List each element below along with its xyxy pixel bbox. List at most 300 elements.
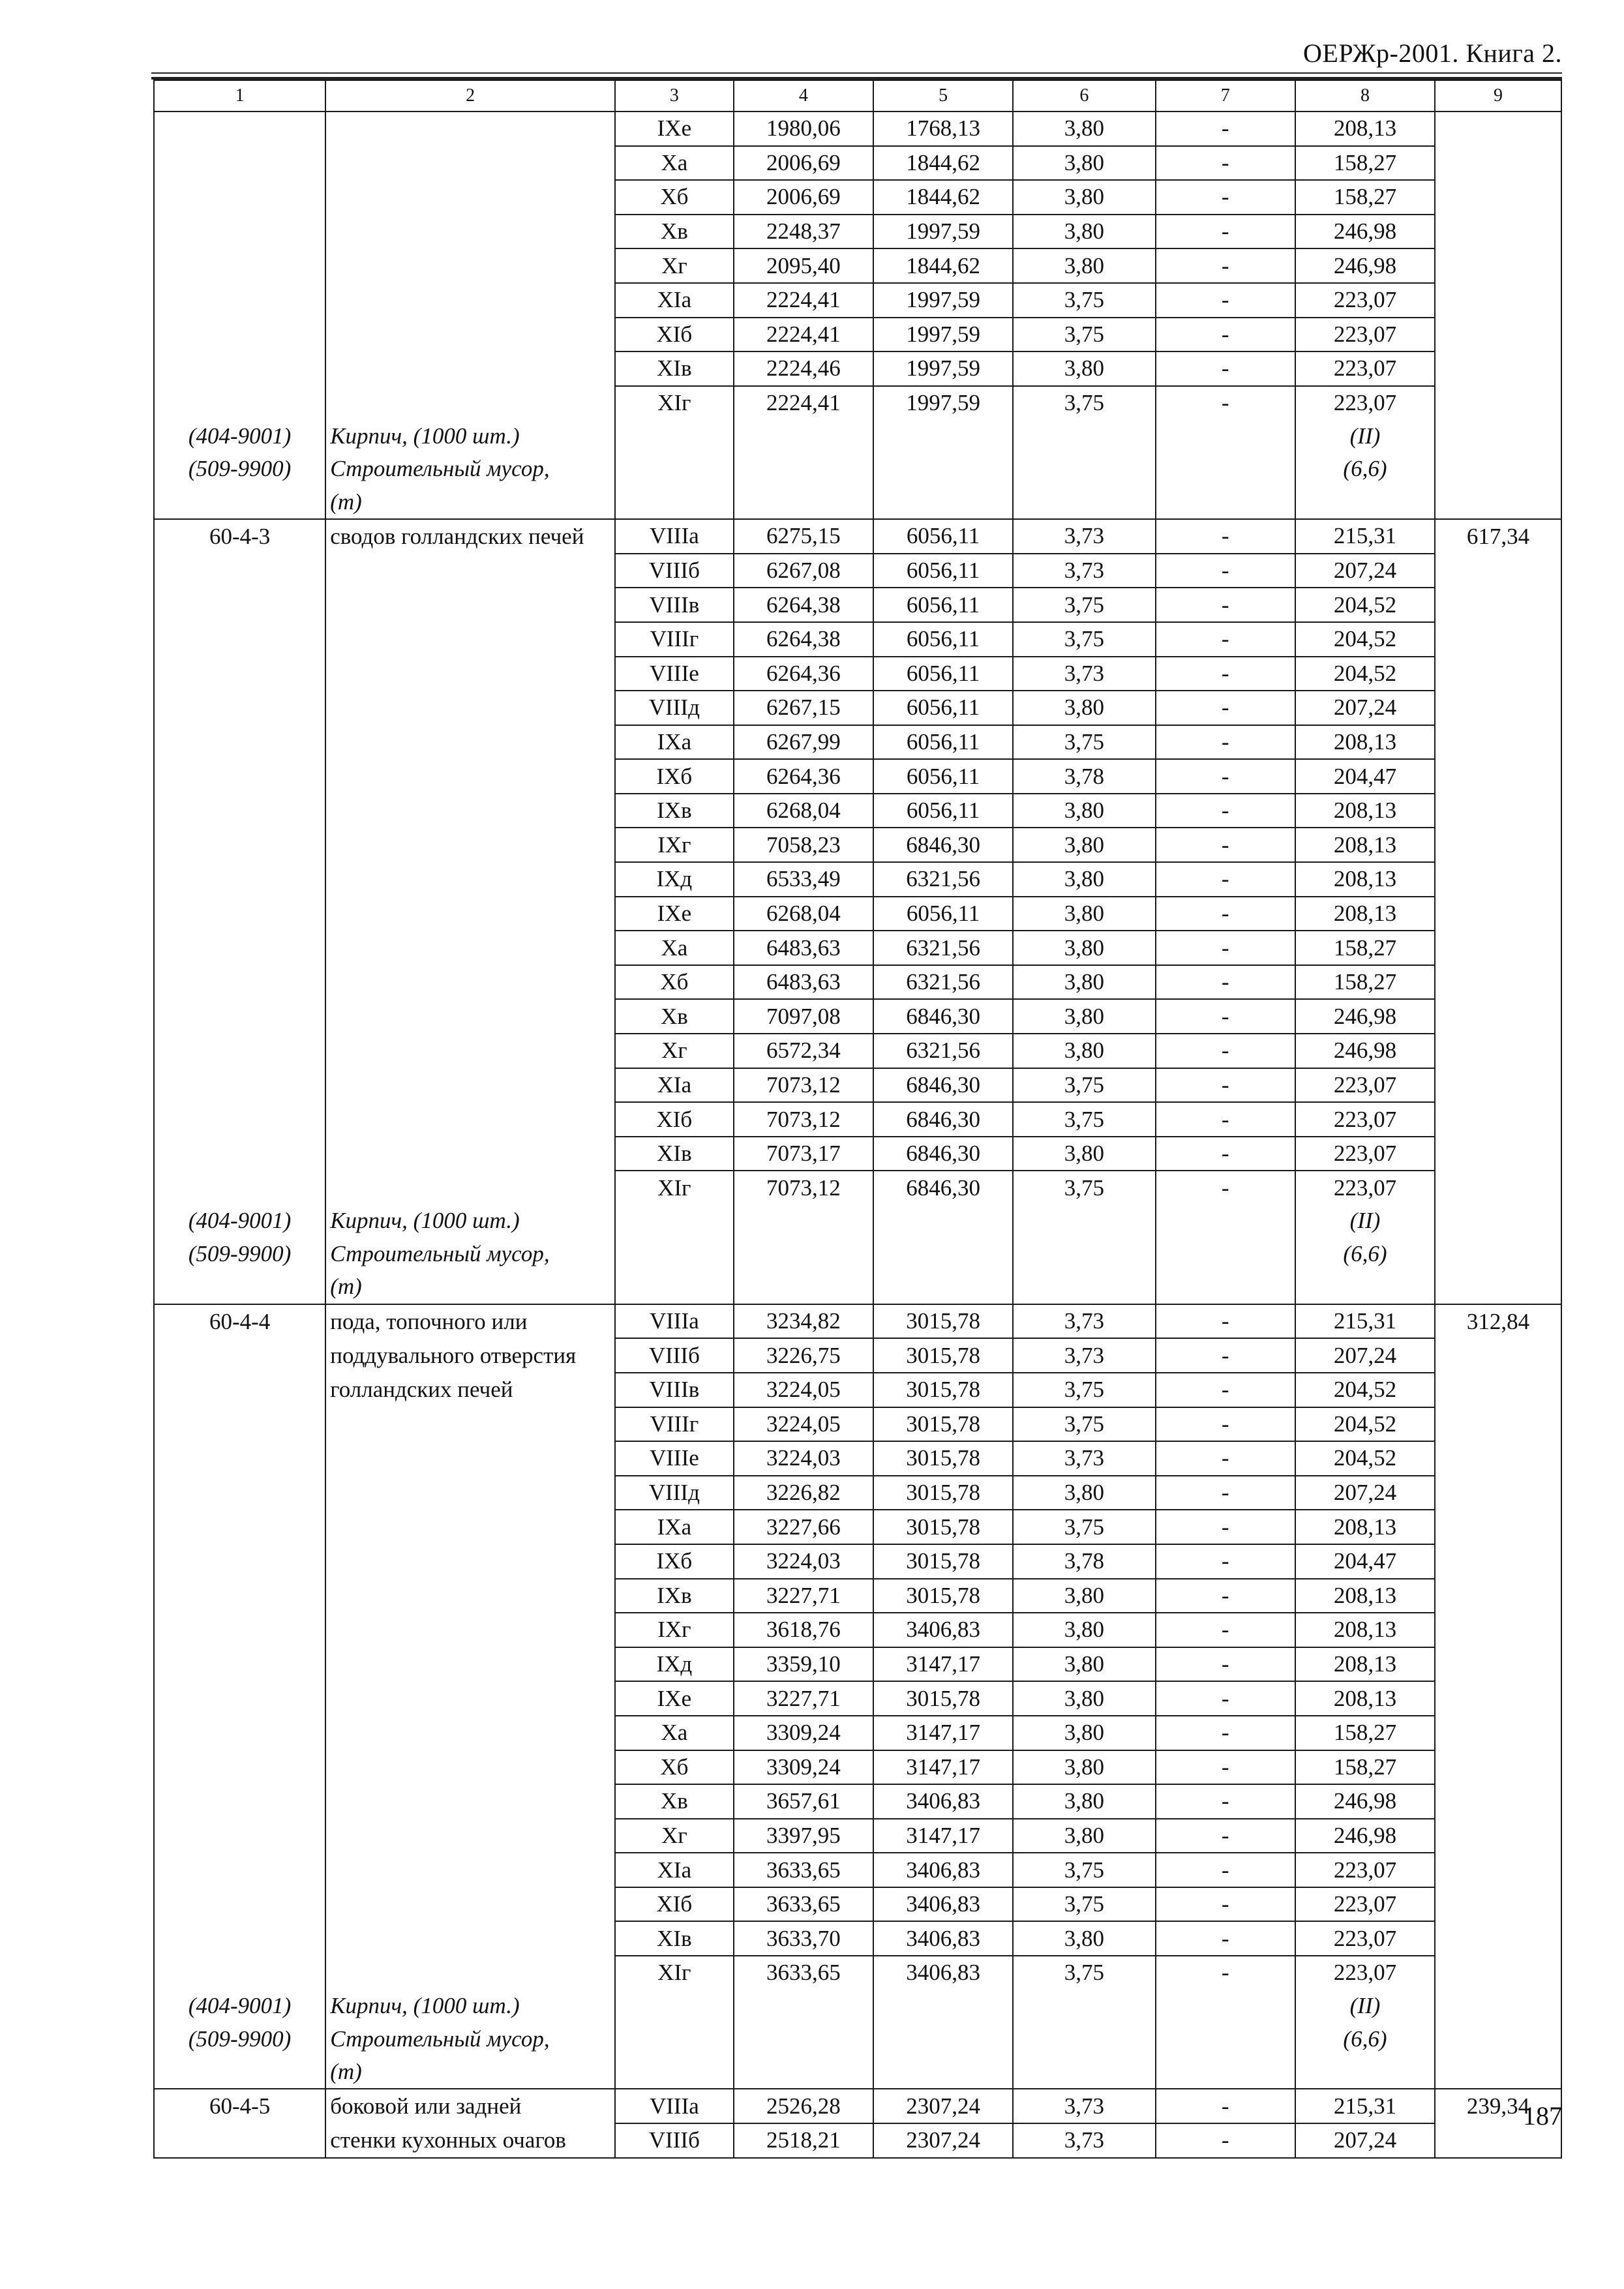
labor-qty-cell: 3,80 xyxy=(1013,1681,1155,1716)
direct-cost-cell: 3309,24 xyxy=(734,1716,873,1750)
rate-code xyxy=(154,794,325,828)
total-cell xyxy=(1435,1750,1561,1785)
material-cost-cell: 158,27 xyxy=(1295,146,1435,181)
empty-cell xyxy=(873,453,1013,486)
labor-qty-cell: 3,80 xyxy=(1013,794,1155,828)
labor-cost-cell: 6846,30 xyxy=(873,1102,1013,1137)
rate-code xyxy=(154,1613,325,1647)
work-name xyxy=(325,1510,615,1544)
table-row xyxy=(154,657,1561,691)
work-name xyxy=(325,146,615,181)
rate-code xyxy=(154,1750,325,1785)
labor-qty-cell: 3,80 xyxy=(1013,897,1155,931)
rate-code xyxy=(154,828,325,862)
direct-cost-cell: 3227,71 xyxy=(734,1579,873,1613)
labor-cost-cell: 3015,78 xyxy=(873,1441,1013,1476)
machine-cost-cell: - xyxy=(1156,1407,1295,1442)
labor-qty-cell: 3,80 xyxy=(1013,1819,1155,1853)
resource-name: Строительный мусор, xyxy=(325,1238,615,1271)
resource-row xyxy=(154,2022,1561,2056)
table-row xyxy=(154,1819,1561,1853)
total-cell xyxy=(1435,112,1561,146)
direct-cost-cell: 6264,36 xyxy=(734,759,873,794)
machine-cost-cell: - xyxy=(1156,657,1295,691)
column-number-6: 6 xyxy=(1013,80,1155,112)
direct-cost-cell: 7097,08 xyxy=(734,999,873,1034)
empty-cell xyxy=(873,1204,1013,1238)
zone-cell: Xв xyxy=(615,215,734,249)
rate-code xyxy=(154,657,325,691)
zone-cell: VIIIа xyxy=(615,519,734,554)
table-row xyxy=(154,352,1561,386)
direct-cost-cell: 2248,37 xyxy=(734,215,873,249)
labor-cost-cell: 2307,24 xyxy=(873,2089,1013,2123)
rate-code xyxy=(154,1647,325,1682)
table-row xyxy=(154,1750,1561,1785)
machine-cost-cell: - xyxy=(1156,691,1295,725)
total-cell xyxy=(1435,1887,1561,1922)
rate-code xyxy=(154,1716,325,1750)
table-row xyxy=(154,554,1561,588)
work-name xyxy=(325,1544,615,1579)
machine-cost-cell: - xyxy=(1156,1137,1295,1171)
machine-cost-cell: - xyxy=(1156,1034,1295,1068)
labor-qty-cell: 3,80 xyxy=(1013,1921,1155,1956)
material-cost-cell: 204,52 xyxy=(1295,1407,1435,1442)
rate-code xyxy=(154,588,325,622)
machine-cost-cell: - xyxy=(1156,1716,1295,1750)
empty-cell xyxy=(615,486,734,520)
direct-cost-cell: 3618,76 xyxy=(734,1613,873,1647)
machine-cost-cell: - xyxy=(1156,794,1295,828)
material-cost-cell: 204,52 xyxy=(1295,588,1435,622)
total-cell xyxy=(1435,1647,1561,1682)
direct-cost-cell: 3633,65 xyxy=(734,1956,873,1990)
table-row xyxy=(154,862,1561,897)
material-cost-cell: 208,13 xyxy=(1295,828,1435,862)
total-cell xyxy=(1435,1034,1561,1068)
resource-name: Кирпич, (1000 шт.) xyxy=(325,1990,615,2023)
table-row xyxy=(154,1171,1561,1204)
machine-cost-cell: - xyxy=(1156,554,1295,588)
empty-cell xyxy=(615,2056,734,2089)
machine-cost-cell: - xyxy=(1156,2123,1295,2158)
labor-cost-cell: 3406,83 xyxy=(873,1853,1013,1887)
labor-qty-cell: 3,80 xyxy=(1013,1476,1155,1510)
material-cost-cell: 204,52 xyxy=(1295,657,1435,691)
zone-cell: IXг xyxy=(615,828,734,862)
resource-name: (т) xyxy=(325,1270,615,1304)
work-name xyxy=(325,1613,615,1647)
direct-cost-cell: 3397,95 xyxy=(734,1819,873,1853)
work-name xyxy=(325,1102,615,1137)
labor-cost-cell: 1844,62 xyxy=(873,248,1013,283)
labor-qty-cell: 3,73 xyxy=(1013,1441,1155,1476)
work-name xyxy=(325,1579,615,1613)
total-cell xyxy=(1435,691,1561,725)
work-name xyxy=(325,1819,615,1853)
material-cost-cell: 246,98 xyxy=(1295,1034,1435,1068)
total-cell xyxy=(1435,588,1561,622)
labor-qty-cell: 3,73 xyxy=(1013,2123,1155,2158)
machine-cost-cell: - xyxy=(1156,1102,1295,1137)
resource-code xyxy=(154,1270,325,1304)
table-row xyxy=(154,215,1561,249)
machine-cost-cell: - xyxy=(1156,1784,1295,1819)
rate-code xyxy=(154,1034,325,1068)
total-cell xyxy=(1435,622,1561,657)
zone-cell: XIг xyxy=(615,1171,734,1204)
zone-cell: VIIIе xyxy=(615,1441,734,1476)
machine-cost-cell: - xyxy=(1156,1441,1295,1476)
column-number-3: 3 xyxy=(615,80,734,112)
empty-cell xyxy=(615,1270,734,1304)
work-name xyxy=(325,691,615,725)
work-name xyxy=(325,588,615,622)
rate-code xyxy=(154,1338,325,1373)
labor-qty-cell: 3,80 xyxy=(1013,146,1155,181)
column-number-7: 7 xyxy=(1156,80,1295,112)
work-name xyxy=(325,999,615,1034)
work-name xyxy=(325,965,615,1000)
labor-cost-cell: 1844,62 xyxy=(873,180,1013,215)
zone-cell: IXе xyxy=(615,112,734,146)
document-header-title: ОЕРЖр-2001. Книга 2. xyxy=(1303,38,1562,68)
empty-cell xyxy=(1435,1238,1561,1271)
table-row xyxy=(154,180,1561,215)
empty-cell xyxy=(1013,2056,1155,2089)
table-row xyxy=(154,622,1561,657)
labor-cost-cell: 6321,56 xyxy=(873,965,1013,1000)
work-name: пода, топочного или xyxy=(325,1304,615,1339)
material-cost-cell: 204,52 xyxy=(1295,1441,1435,1476)
zone-cell: IXд xyxy=(615,1647,734,1682)
direct-cost-cell: 3224,03 xyxy=(734,1544,873,1579)
rate-code xyxy=(154,965,325,1000)
labor-cost-cell: 3147,17 xyxy=(873,1750,1013,1785)
work-name xyxy=(325,1441,615,1476)
material-cost-cell: 207,24 xyxy=(1295,1338,1435,1373)
labor-cost-cell: 1997,59 xyxy=(873,318,1013,352)
resource-value: (II) xyxy=(1295,419,1435,453)
labor-cost-cell: 6056,11 xyxy=(873,554,1013,588)
resource-code: (509-9900) xyxy=(154,453,325,486)
material-cost-cell: 158,27 xyxy=(1295,931,1435,965)
empty-cell xyxy=(1013,486,1155,520)
table-row xyxy=(154,1613,1561,1647)
machine-cost-cell: - xyxy=(1156,1853,1295,1887)
labor-qty-cell: 3,73 xyxy=(1013,1338,1155,1373)
labor-cost-cell: 3015,78 xyxy=(873,1681,1013,1716)
total-cell xyxy=(1435,862,1561,897)
direct-cost-cell: 3224,05 xyxy=(734,1373,873,1407)
work-name xyxy=(325,352,615,386)
rate-code xyxy=(154,215,325,249)
labor-cost-cell: 3015,78 xyxy=(873,1304,1013,1339)
labor-cost-cell: 2307,24 xyxy=(873,2123,1013,2158)
material-cost-cell: 208,13 xyxy=(1295,1647,1435,1682)
labor-qty-cell: 3,75 xyxy=(1013,1887,1155,1922)
zone-cell: Xа xyxy=(615,1716,734,1750)
work-name xyxy=(325,862,615,897)
rate-code: 60-4-3 xyxy=(154,519,325,554)
table-row xyxy=(154,1407,1561,1442)
zone-cell: XIб xyxy=(615,1102,734,1137)
material-cost-cell: 208,13 xyxy=(1295,1613,1435,1647)
total-cell xyxy=(1435,1853,1561,1887)
material-cost-cell: 223,07 xyxy=(1295,318,1435,352)
labor-qty-cell: 3,80 xyxy=(1013,965,1155,1000)
total-cell xyxy=(1435,1476,1561,1510)
total-cell xyxy=(1435,1819,1561,1853)
labor-qty-cell: 3,80 xyxy=(1013,931,1155,965)
empty-cell xyxy=(873,2056,1013,2089)
labor-cost-cell: 1997,59 xyxy=(873,386,1013,420)
empty-cell xyxy=(615,1204,734,1238)
empty-cell xyxy=(873,486,1013,520)
direct-cost-cell: 7058,23 xyxy=(734,828,873,862)
table-row xyxy=(154,1784,1561,1819)
direct-cost-cell: 3226,75 xyxy=(734,1338,873,1373)
labor-cost-cell: 3015,78 xyxy=(873,1338,1013,1373)
total-cell xyxy=(1435,1373,1561,1407)
table-row xyxy=(154,794,1561,828)
labor-qty-cell: 3,80 xyxy=(1013,1579,1155,1613)
labor-cost-cell: 6846,30 xyxy=(873,1171,1013,1204)
work-name xyxy=(325,897,615,931)
table-row xyxy=(154,691,1561,725)
zone-cell: XIб xyxy=(615,1887,734,1922)
resource-row xyxy=(154,1990,1561,2023)
total-cell xyxy=(1435,180,1561,215)
resource-row xyxy=(154,486,1561,520)
empty-cell xyxy=(734,2022,873,2056)
empty-cell xyxy=(1435,419,1561,453)
total-cell xyxy=(1435,215,1561,249)
table-row xyxy=(154,725,1561,760)
work-name xyxy=(325,1647,615,1682)
labor-cost-cell: 1997,59 xyxy=(873,352,1013,386)
table-row xyxy=(154,1373,1561,1407)
labor-qty-cell: 3,75 xyxy=(1013,1407,1155,1442)
resource-row xyxy=(154,453,1561,486)
direct-cost-cell: 3633,70 xyxy=(734,1921,873,1956)
zone-cell: Xа xyxy=(615,146,734,181)
table-row xyxy=(154,1921,1561,1956)
direct-cost-cell: 3224,05 xyxy=(734,1407,873,1442)
labor-qty-cell: 3,75 xyxy=(1013,725,1155,760)
machine-cost-cell: - xyxy=(1156,759,1295,794)
zone-cell: IXб xyxy=(615,759,734,794)
empty-cell xyxy=(1156,1238,1295,1271)
direct-cost-cell: 3633,65 xyxy=(734,1887,873,1922)
rate-code xyxy=(154,248,325,283)
material-cost-cell: 208,13 xyxy=(1295,862,1435,897)
total-cell xyxy=(1435,1171,1561,1204)
empty-cell xyxy=(1156,419,1295,453)
resource-value xyxy=(1295,1270,1435,1304)
direct-cost-cell: 7073,17 xyxy=(734,1137,873,1171)
labor-qty-cell: 3,80 xyxy=(1013,1784,1155,1819)
work-name xyxy=(325,554,615,588)
rate-code xyxy=(154,999,325,1034)
machine-cost-cell: - xyxy=(1156,352,1295,386)
zone-cell: XIг xyxy=(615,386,734,420)
labor-cost-cell: 6846,30 xyxy=(873,999,1013,1034)
machine-cost-cell: - xyxy=(1156,1304,1295,1339)
table-row xyxy=(154,386,1561,420)
resource-name: Кирпич, (1000 шт.) xyxy=(325,419,615,453)
resource-code xyxy=(154,2056,325,2089)
material-cost-cell: 223,07 xyxy=(1295,1921,1435,1956)
labor-cost-cell: 6846,30 xyxy=(873,1137,1013,1171)
labor-qty-cell: 3,75 xyxy=(1013,1853,1155,1887)
rate-code xyxy=(154,725,325,760)
zone-cell: XIг xyxy=(615,1956,734,1990)
machine-cost-cell: - xyxy=(1156,248,1295,283)
zone-cell: VIIIв xyxy=(615,588,734,622)
rate-code xyxy=(154,1476,325,1510)
table-row xyxy=(154,1068,1561,1103)
table-row xyxy=(154,1579,1561,1613)
zone-cell: IXе xyxy=(615,897,734,931)
work-name xyxy=(325,1750,615,1785)
labor-cost-cell: 6056,11 xyxy=(873,519,1013,554)
empty-cell xyxy=(1013,1204,1155,1238)
work-name xyxy=(325,1784,615,1819)
table-row xyxy=(154,931,1561,965)
resource-value: (6,6) xyxy=(1295,453,1435,486)
zone-cell: VIIIб xyxy=(615,1338,734,1373)
zone-cell: Xг xyxy=(615,1034,734,1068)
zone-cell: IXб xyxy=(615,1544,734,1579)
direct-cost-cell: 7073,12 xyxy=(734,1068,873,1103)
labor-cost-cell: 1768,13 xyxy=(873,112,1013,146)
column-number-5: 5 xyxy=(873,80,1013,112)
table-row xyxy=(154,146,1561,181)
labor-qty-cell: 3,78 xyxy=(1013,1544,1155,1579)
material-cost-cell: 158,27 xyxy=(1295,180,1435,215)
labor-qty-cell: 3,75 xyxy=(1013,386,1155,420)
resource-row xyxy=(154,2056,1561,2089)
total-cell xyxy=(1435,1102,1561,1137)
material-cost-cell: 207,24 xyxy=(1295,2123,1435,2158)
material-cost-cell: 246,98 xyxy=(1295,1784,1435,1819)
direct-cost-cell: 6267,15 xyxy=(734,691,873,725)
empty-cell xyxy=(1435,453,1561,486)
machine-cost-cell: - xyxy=(1156,1613,1295,1647)
table-row xyxy=(154,1681,1561,1716)
table-row xyxy=(154,1304,1561,1339)
material-cost-cell: 204,47 xyxy=(1295,759,1435,794)
table-row xyxy=(154,1716,1561,1750)
labor-cost-cell: 3147,17 xyxy=(873,1647,1013,1682)
empty-cell xyxy=(734,1990,873,2023)
total-cell xyxy=(1435,1921,1561,1956)
rate-code xyxy=(154,1921,325,1956)
direct-cost-cell: 6267,99 xyxy=(734,725,873,760)
zone-cell: XIа xyxy=(615,1853,734,1887)
empty-cell xyxy=(734,486,873,520)
zone-cell: VIIIе xyxy=(615,657,734,691)
total-cell: 312,84 xyxy=(1435,1304,1561,1339)
labor-cost-cell: 3015,78 xyxy=(873,1476,1013,1510)
work-name xyxy=(325,1921,615,1956)
labor-cost-cell: 3015,78 xyxy=(873,1373,1013,1407)
material-cost-cell: 208,13 xyxy=(1295,1579,1435,1613)
machine-cost-cell: - xyxy=(1156,1510,1295,1544)
rates-table xyxy=(153,80,1562,2159)
total-cell xyxy=(1435,931,1561,965)
direct-cost-cell: 6533,49 xyxy=(734,862,873,897)
empty-cell xyxy=(1156,2022,1295,2056)
empty-cell xyxy=(734,419,873,453)
direct-cost-cell: 2224,41 xyxy=(734,283,873,318)
direct-cost-cell: 2518,21 xyxy=(734,2123,873,2158)
direct-cost-cell: 7073,12 xyxy=(734,1171,873,1204)
material-cost-cell: 223,07 xyxy=(1295,352,1435,386)
total-cell xyxy=(1435,897,1561,931)
machine-cost-cell: - xyxy=(1156,215,1295,249)
column-number-4: 4 xyxy=(734,80,873,112)
labor-cost-cell: 6056,11 xyxy=(873,691,1013,725)
resource-value: (II) xyxy=(1295,1990,1435,2023)
rate-code xyxy=(154,386,325,420)
machine-cost-cell: - xyxy=(1156,1373,1295,1407)
labor-cost-cell: 6056,11 xyxy=(873,657,1013,691)
resource-code: (404-9001) xyxy=(154,1204,325,1238)
material-cost-cell: 223,07 xyxy=(1295,386,1435,420)
labor-qty-cell: 3,80 xyxy=(1013,112,1155,146)
resource-code xyxy=(154,486,325,520)
material-cost-cell: 223,07 xyxy=(1295,1853,1435,1887)
work-name xyxy=(325,1137,615,1171)
labor-cost-cell: 6056,11 xyxy=(873,897,1013,931)
machine-cost-cell: - xyxy=(1156,1681,1295,1716)
table-row xyxy=(154,1956,1561,1990)
empty-cell xyxy=(873,1270,1013,1304)
direct-cost-cell: 6572,34 xyxy=(734,1034,873,1068)
material-cost-cell: 158,27 xyxy=(1295,1716,1435,1750)
material-cost-cell: 204,52 xyxy=(1295,622,1435,657)
table-row xyxy=(154,1441,1561,1476)
rate-code xyxy=(154,1171,325,1204)
total-cell xyxy=(1435,657,1561,691)
table-row xyxy=(154,2123,1561,2158)
resource-name: (т) xyxy=(325,2056,615,2089)
material-cost-cell: 208,13 xyxy=(1295,725,1435,760)
total-cell xyxy=(1435,794,1561,828)
machine-cost-cell: - xyxy=(1156,1476,1295,1510)
labor-cost-cell: 3406,83 xyxy=(873,1921,1013,1956)
zone-cell: VIIIд xyxy=(615,1476,734,1510)
zone-cell: XIа xyxy=(615,1068,734,1103)
work-name xyxy=(325,1716,615,1750)
empty-cell xyxy=(1435,1990,1561,2023)
resource-value xyxy=(1295,2056,1435,2089)
work-name xyxy=(325,386,615,420)
direct-cost-cell: 6264,38 xyxy=(734,622,873,657)
total-cell xyxy=(1435,1956,1561,1990)
empty-cell xyxy=(873,2022,1013,2056)
labor-qty-cell: 3,73 xyxy=(1013,657,1155,691)
labor-cost-cell: 3147,17 xyxy=(873,1819,1013,1853)
total-cell xyxy=(1435,1068,1561,1103)
total-cell: 239,34 xyxy=(1435,2089,1561,2123)
table-row xyxy=(154,588,1561,622)
table-body xyxy=(154,112,1561,2158)
labor-cost-cell: 1997,59 xyxy=(873,215,1013,249)
